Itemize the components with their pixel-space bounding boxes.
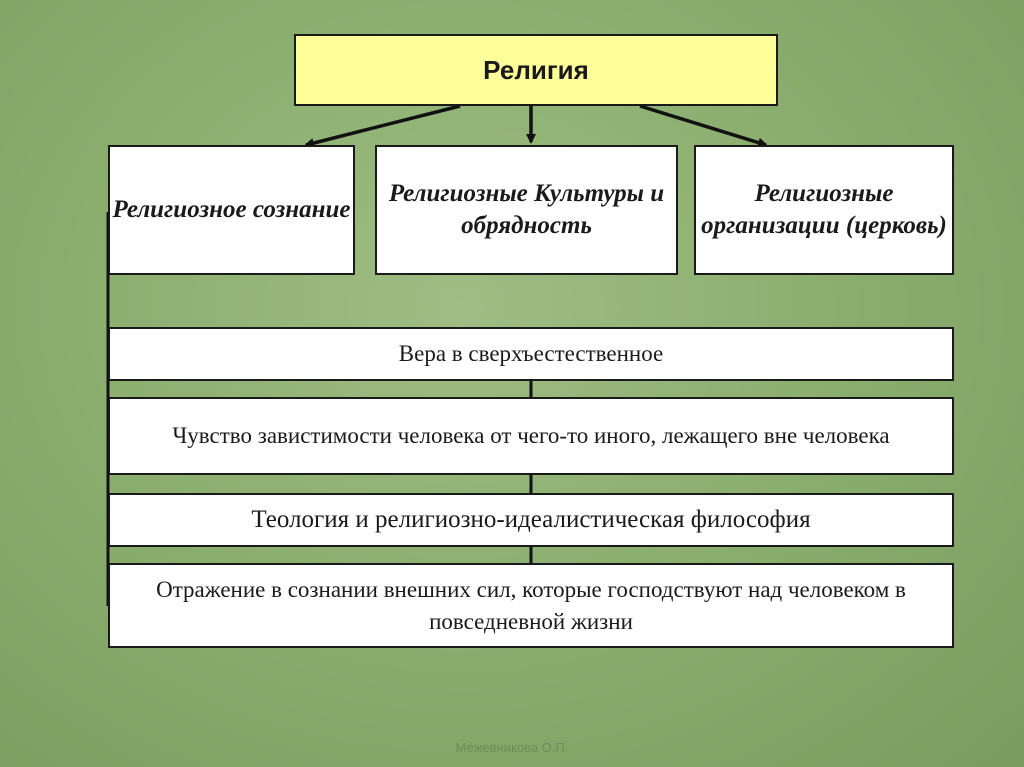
item-box-dependence	[108, 397, 954, 475]
item-box-theology	[108, 493, 954, 547]
item-label: Отражение в сознании внешних сил, которые господствуют над человеком в повседневной жизни	[156, 577, 906, 634]
arrow-to-consciousness	[306, 106, 460, 145]
category-label: Религиозные организации (церковь)	[701, 179, 947, 239]
item-box-faith	[108, 327, 954, 381]
category-box-organizations	[694, 145, 954, 275]
root-label: Религия	[483, 54, 589, 85]
category-box-culture	[375, 145, 678, 275]
category-box-consciousness	[108, 145, 355, 275]
category-label: Религиозные Культуры и обрядность	[388, 179, 665, 239]
root-box-religion	[294, 34, 778, 106]
arrow-to-organizations	[640, 106, 766, 145]
item-label: Теология и религиозно-идеалистическая философия	[251, 506, 811, 534]
item-box-reflection	[108, 563, 954, 648]
item-label: Чувство завистимости человека от чего-то иного, лежащего вне человека	[172, 423, 890, 449]
category-label: Религиозное сознание	[112, 195, 351, 223]
author-footer: Межевникова О.П.	[455, 740, 569, 755]
item-label: Вера в сверхъестественное	[398, 341, 664, 367]
